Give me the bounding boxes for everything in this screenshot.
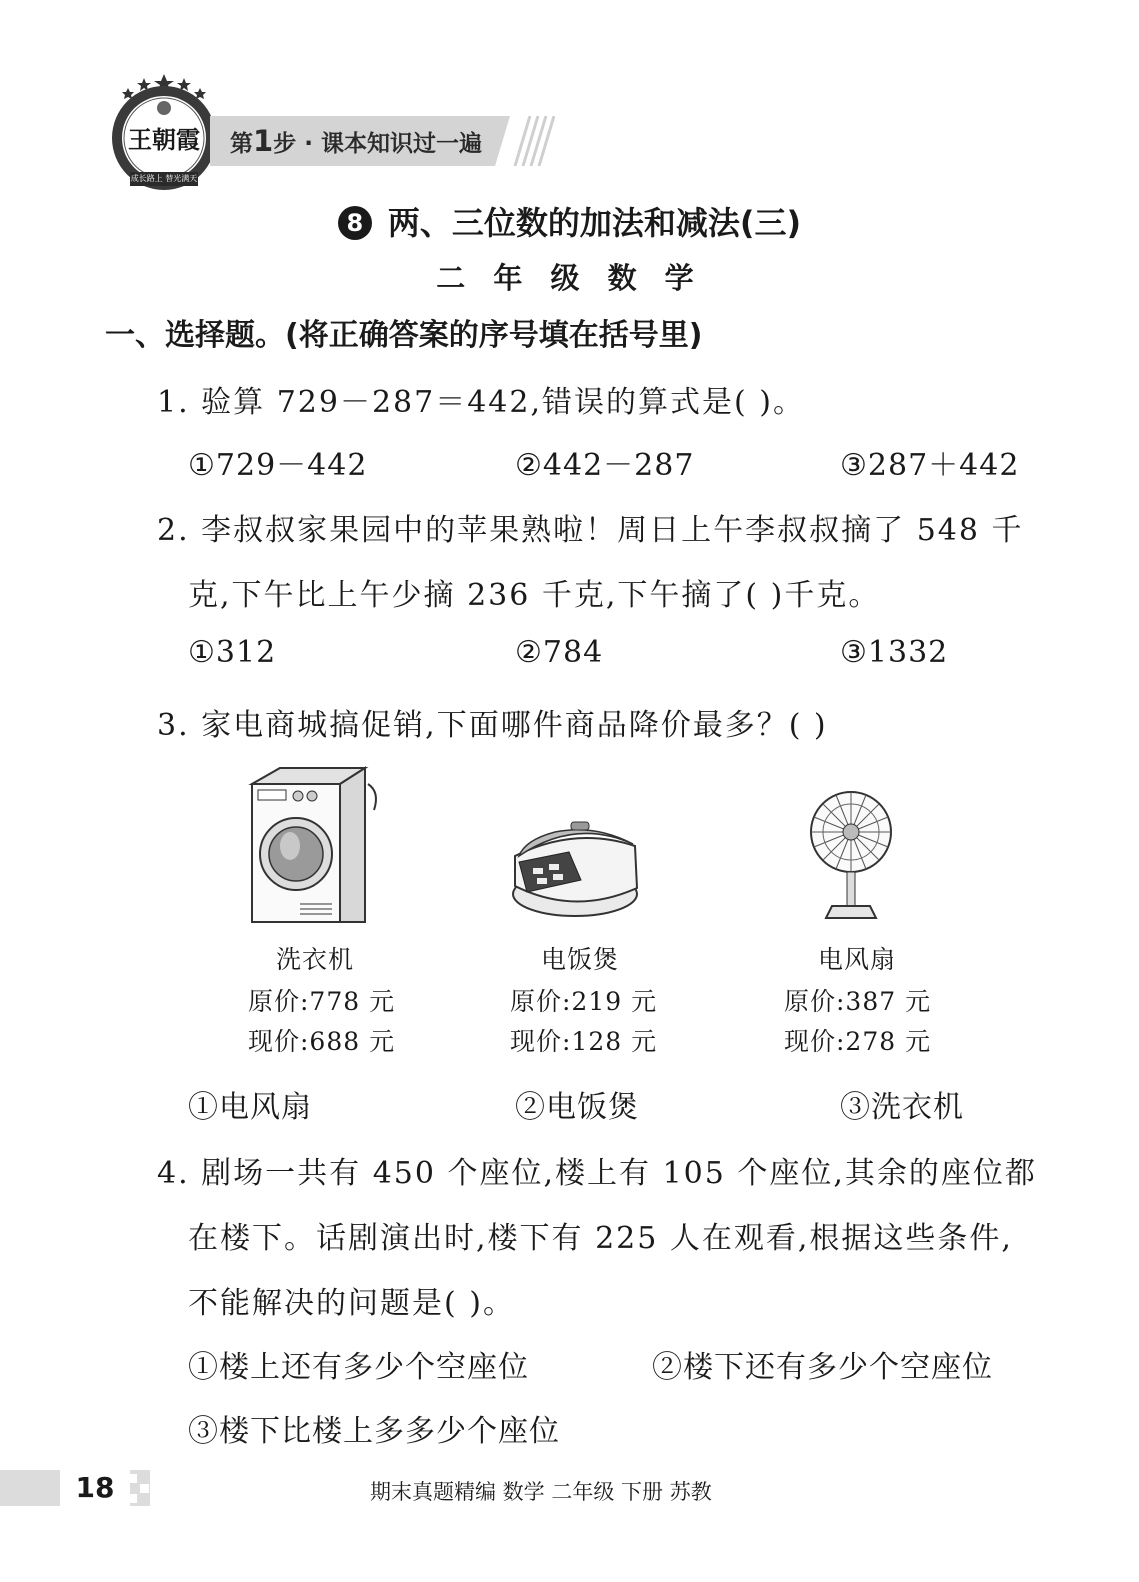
option-text: 电饭煲	[546, 1090, 639, 1125]
section-title: 一、选择题。(将正确答案的序号填在括号里)	[105, 318, 703, 353]
q4-option-2[interactable]	[652, 1342, 993, 1386]
option-text: 洗衣机	[871, 1090, 964, 1125]
q2-option-3[interactable]	[840, 635, 948, 670]
q1-option-3[interactable]	[840, 440, 1019, 484]
option-mark: ②	[652, 1350, 683, 1385]
question-2-line-2: 克,下午比上午少摘 236 千克,下午摘了( )千克。	[188, 578, 881, 613]
item-current-price: 现价:278 元	[784, 1027, 932, 1056]
logo-motto: 成长路上 替光满天	[130, 174, 198, 183]
item-name-electric-fan: 电风扇	[817, 945, 896, 974]
page-number: 18	[60, 1470, 130, 1506]
step-prefix: 第	[230, 131, 253, 157]
question-2-line-1: 2. 李叔叔家果园中的苹果熟啦！周日上午李叔叔摘了 548 千	[157, 513, 1024, 548]
q4-option-1[interactable]	[188, 1342, 529, 1386]
item-original-price: 原价:778 元	[248, 987, 396, 1016]
option-mark: ③	[840, 635, 868, 670]
question-4-line-1: 4. 剧场一共有 450 个座位,楼上有 105 个座位,其余的座位都	[157, 1156, 1037, 1191]
rice-cooker-icon	[505, 816, 645, 922]
item-current-price: 现价:688 元	[248, 1027, 396, 1056]
q3-option-2[interactable]	[515, 1082, 639, 1126]
washing-machine-icon	[240, 764, 390, 930]
option-text: 电风扇	[219, 1090, 312, 1125]
step-suffix: 步 · 课本知识过一遍	[273, 131, 482, 157]
option-mark: ③	[840, 1090, 871, 1125]
option-mark: ①	[188, 635, 216, 670]
item-name-rice-cooker: 电饭煲	[540, 945, 619, 974]
brand-logo	[100, 68, 228, 196]
option-mark: ②	[515, 448, 543, 483]
lesson-title	[0, 198, 1139, 244]
option-mark: ①	[188, 1090, 219, 1125]
option-mark: ③	[840, 448, 868, 483]
option-text: 楼上还有多少个空座位	[219, 1350, 529, 1385]
question-3-line-1: 3. 家电商城搞促销,下面哪件商品降价最多？( )	[157, 708, 828, 743]
logo-text: 王朝霞	[128, 125, 200, 154]
grade-label: 二 年 级 数 学	[436, 261, 703, 295]
option-text: 楼下比楼上多多少个座位	[219, 1414, 560, 1449]
question-1-line-1: 1. 验算 729－287＝442,错误的算式是( )。	[157, 385, 805, 420]
option-text: 784	[542, 635, 604, 670]
footer-decoration	[128, 1474, 150, 1504]
option-mark: ①	[188, 1350, 219, 1385]
q3-option-1[interactable]	[188, 1082, 312, 1126]
option-mark: ①	[188, 448, 216, 483]
step-label	[230, 124, 482, 158]
q4-option-3[interactable]	[188, 1406, 560, 1450]
option-mark: ②	[515, 635, 543, 670]
option-text: 287＋442	[867, 448, 1020, 483]
option-text: 729－442	[215, 448, 368, 483]
question-4-line-3: 不能解决的问题是( )。	[188, 1286, 515, 1321]
option-text: 312	[215, 635, 277, 670]
option-text: 442－287	[542, 448, 695, 483]
q2-option-2[interactable]	[515, 635, 603, 670]
item-current-price: 现价:128 元	[510, 1027, 658, 1056]
option-mark: ③	[188, 1414, 219, 1449]
option-text: 1332	[867, 635, 949, 670]
q3-option-3[interactable]	[840, 1082, 964, 1126]
q1-option-1[interactable]	[188, 440, 367, 484]
item-original-price: 原价:387 元	[784, 987, 932, 1016]
lesson-number-badge: 8	[338, 206, 372, 240]
q2-option-1[interactable]	[188, 635, 276, 670]
item-name-washing-machine: 洗衣机	[275, 945, 354, 974]
question-4-line-2: 在楼下。话剧演出时,楼下有 225 人在观看,根据这些条件,	[188, 1221, 1013, 1256]
book-info: 期末真题精编 数学 二年级 下册 苏教	[370, 1480, 712, 1504]
step-number: 1	[253, 124, 274, 158]
lesson-title-text: 两、三位数的加法和减法(三)	[387, 204, 802, 242]
electric-fan-icon	[806, 790, 896, 926]
option-text: 楼下还有多少个空座位	[683, 1350, 993, 1385]
q1-option-2[interactable]	[515, 440, 694, 484]
item-original-price: 原价:219 元	[510, 987, 658, 1016]
option-mark: ②	[515, 1090, 546, 1125]
